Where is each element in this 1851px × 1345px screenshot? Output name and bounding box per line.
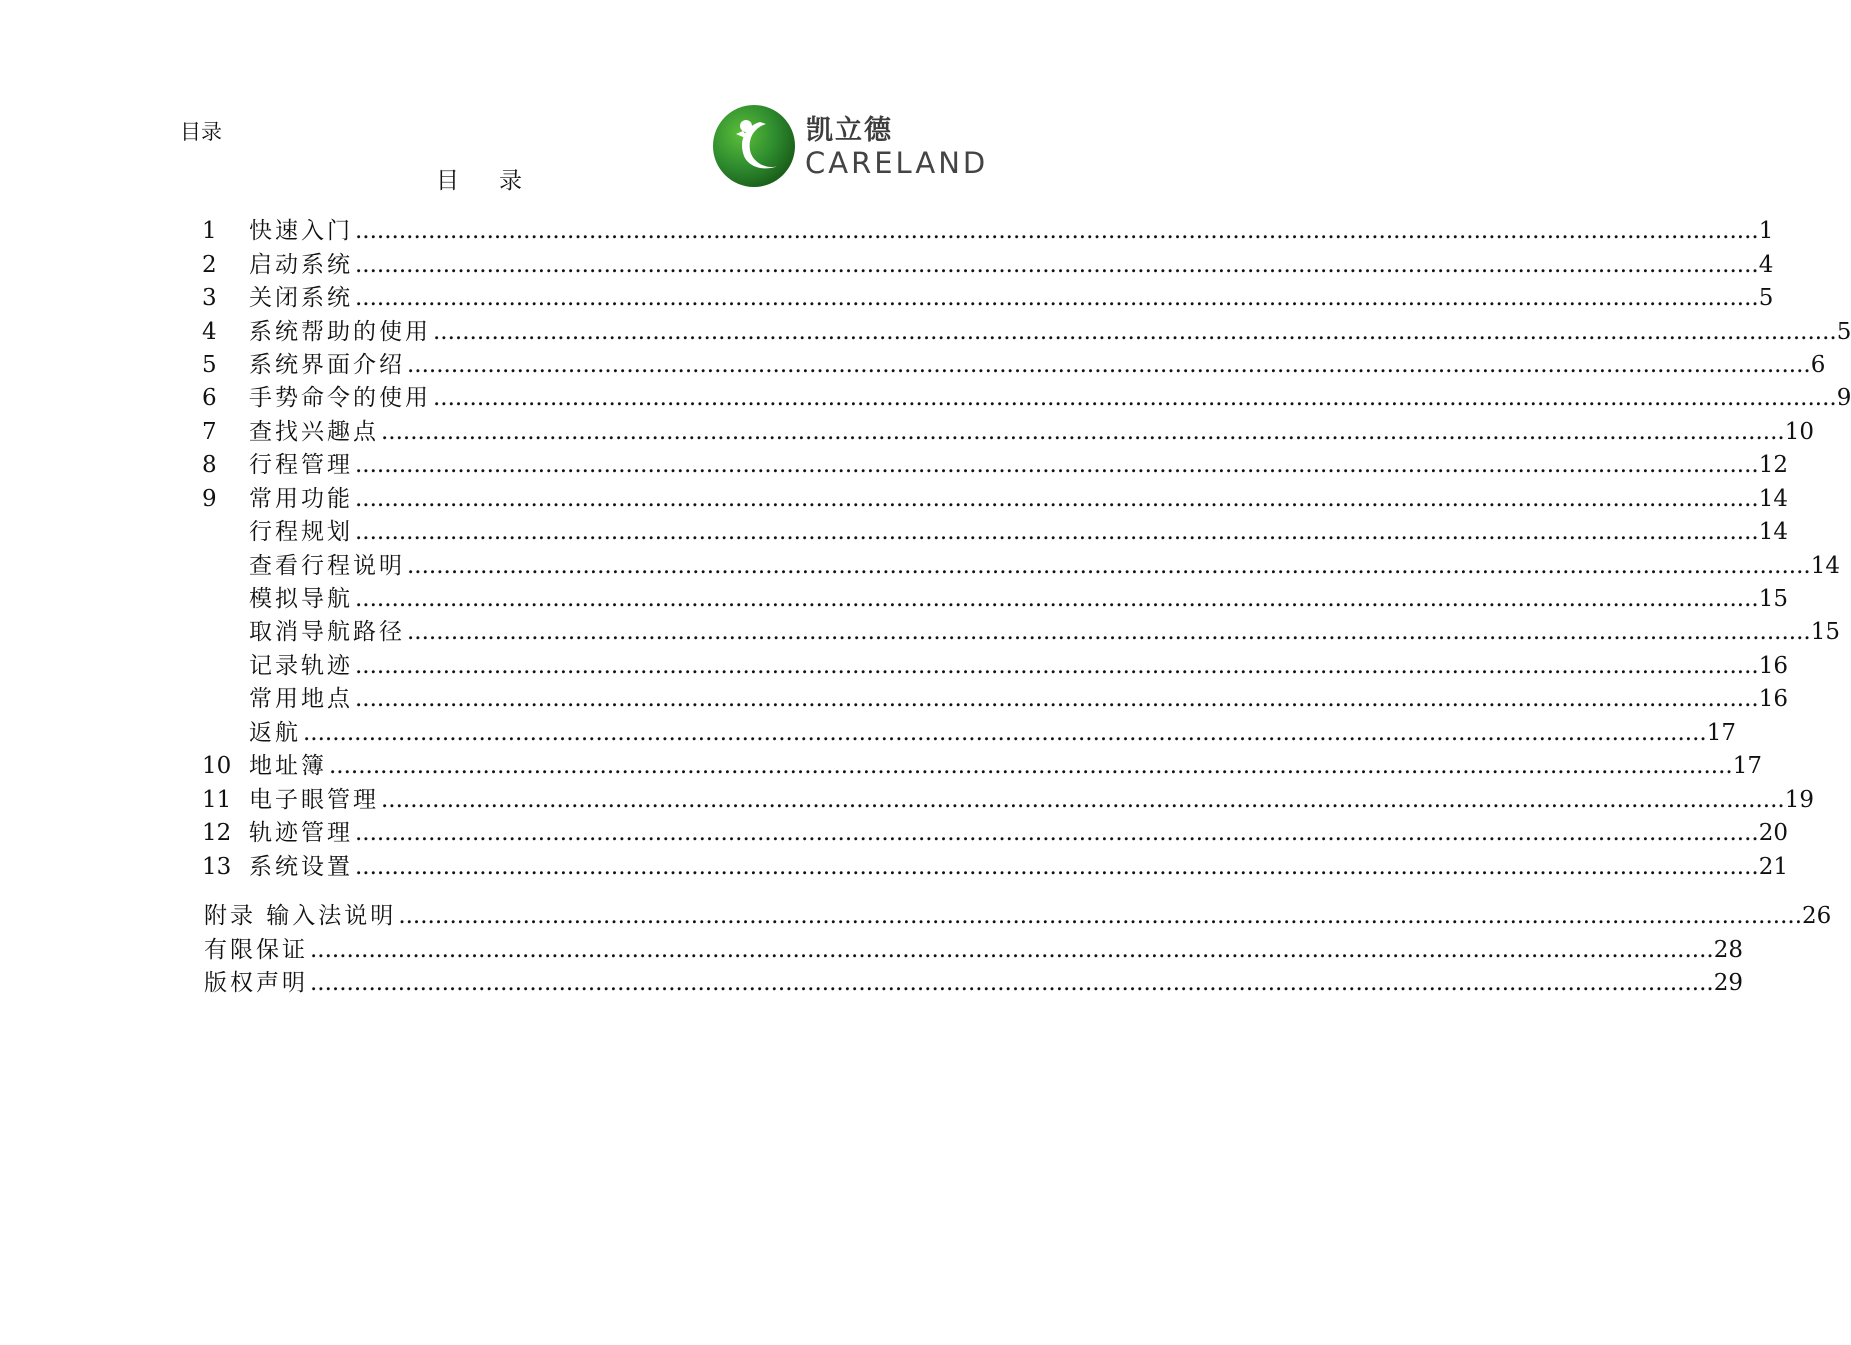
toc-dot-leader [355,650,1759,683]
toc-entry[interactable] [200,449,1788,482]
toc-entry-title: 电子眼管理 [249,786,379,813]
toc-entry-title: 常用地点 [249,686,353,713]
toc-entry[interactable] [200,315,1851,348]
toc-entry-title: 行程规划 [249,519,353,546]
toc-dot-leader [433,316,1837,349]
toc-entry-title: 手势命令的使用 [249,385,431,412]
toc-entry-title: 系统帮助的使用 [249,318,431,345]
toc-dot-leader [398,900,1802,933]
toc-entry-page: 21 [1758,853,1788,880]
toc-entry-page: 17 [1732,753,1762,780]
toc-entry-number: 13 [202,853,232,880]
toc-entry[interactable] [200,382,1851,415]
toc-entry-number: 1 [202,218,217,245]
toc-entry-page: 12 [1758,452,1788,479]
toc-entry-page: 9 [1836,385,1851,412]
toc-entry-title: 快速入门 [249,218,353,245]
toc-entry-title: 模拟导航 [249,586,353,613]
toc-dot-leader [355,516,1759,549]
toc-title: 目录 [436,168,562,194]
toc-entry[interactable] [200,850,1788,883]
toc-dot-leader [381,416,1785,449]
toc-entry-title: 有限保证 [204,936,308,963]
toc-entry-page: 16 [1758,652,1788,679]
toc-entry-title: 系统设置 [249,853,353,880]
toc-entry-page: 15 [1810,619,1840,646]
toc-entry-page: 20 [1758,820,1788,847]
toc-entry[interactable] [200,282,1774,315]
toc-dot-leader [381,784,1785,817]
toc-entry-page: 1 [1758,218,1774,245]
toc-entry-page: 14 [1758,519,1788,546]
toc-dot-leader [355,215,1759,248]
toc-entry-number: 4 [202,318,217,345]
toc-dot-leader [310,967,1714,1000]
toc-entry-title: 返航 [249,719,301,746]
toc-dot-leader [329,750,1733,783]
toc-dot-leader [355,249,1759,282]
toc-entry[interactable] [200,248,1774,281]
toc-entry[interactable] [200,683,1788,716]
toc-entry-page: 15 [1758,586,1788,613]
toc-list [200,215,1851,884]
toc-entry-page: 28 [1713,936,1743,963]
toc-entry[interactable] [200,483,1788,516]
toc-entry-page: 29 [1713,970,1743,997]
toc-entry-number: 8 [202,452,217,479]
toc-entry[interactable] [200,583,1788,616]
logo-english-name: CARELAND [805,146,989,180]
toc-appendix-list [204,900,1832,1001]
toc-dot-leader [433,382,1837,415]
toc-entry-page: 19 [1784,786,1814,813]
toc-entry[interactable] [204,900,1832,934]
toc-entry[interactable] [200,549,1840,582]
toc-entry-title: 行程管理 [249,452,353,479]
toc-entry-title: 版权声明 [204,970,308,997]
toc-entry-number: 3 [202,285,217,312]
toc-entry-title: 地址簿 [249,753,327,780]
toc-entry-title: 查看行程说明 [249,552,405,579]
toc-entry-page: 14 [1758,485,1788,512]
toc-entry[interactable] [200,215,1774,248]
toc-entry-page: 14 [1810,552,1840,579]
toc-dot-leader [310,934,1714,967]
toc-entry-page: 6 [1810,351,1826,378]
toc-entry-title: 关闭系统 [249,285,353,312]
running-header: 目录 [180,120,222,144]
toc-entry-number: 7 [202,418,217,445]
toc-entry-title: 常用功能 [249,485,353,512]
toc-dot-leader [355,449,1759,482]
toc-entry-number: 5 [202,351,217,378]
toc-entry-page: 26 [1802,903,1832,930]
logo-chinese-name: 凯立德 [806,115,893,146]
toc-entry-page: 10 [1784,418,1814,445]
toc-entry-title: 系统界面介绍 [249,351,405,378]
toc-dot-leader [355,683,1759,716]
toc-dot-leader [303,717,1707,750]
toc-entry[interactable] [204,934,1743,968]
toc-entry-number: 12 [202,820,232,847]
toc-dot-leader [355,483,1759,516]
toc-entry-number: 11 [202,786,232,813]
toc-entry-number: 10 [202,753,232,780]
toc-entry-page: 16 [1758,686,1788,713]
toc-entry[interactable] [200,650,1788,683]
toc-entry[interactable] [200,817,1788,850]
toc-dot-leader [355,817,1759,850]
toc-dot-leader [355,282,1759,315]
toc-dot-leader [407,616,1811,649]
toc-dot-leader [355,851,1759,884]
toc-entry[interactable] [200,616,1840,649]
toc-entry-page: 17 [1706,719,1736,746]
toc-entry-number: 6 [202,385,217,412]
toc-entry-title: 取消导航路径 [249,619,405,646]
toc-entry-page: 5 [1758,285,1774,312]
toc-entry-number: 9 [202,485,217,512]
toc-entry-title: 记录轨迹 [249,652,353,679]
toc-entry-page: 4 [1758,251,1774,278]
toc-dot-leader [407,349,1811,382]
toc-entry[interactable] [200,416,1814,449]
toc-entry-page: 5 [1836,318,1851,345]
toc-dot-leader [355,583,1759,616]
toc-entry-title: 启动系统 [249,251,353,278]
toc-entry[interactable] [200,516,1788,549]
toc-entry-title: 附录 输入法说明 [204,903,397,930]
toc-entry[interactable] [200,349,1826,382]
toc-entry[interactable] [204,967,1743,1001]
toc-entry-title: 轨迹管理 [249,820,353,847]
toc-entry[interactable] [200,717,1736,750]
toc-entry[interactable] [200,750,1762,783]
toc-entry-title: 查找兴趣点 [249,418,379,445]
toc-dot-leader [407,550,1811,583]
toc-entry-number: 2 [202,251,217,278]
toc-entry[interactable] [200,783,1814,816]
